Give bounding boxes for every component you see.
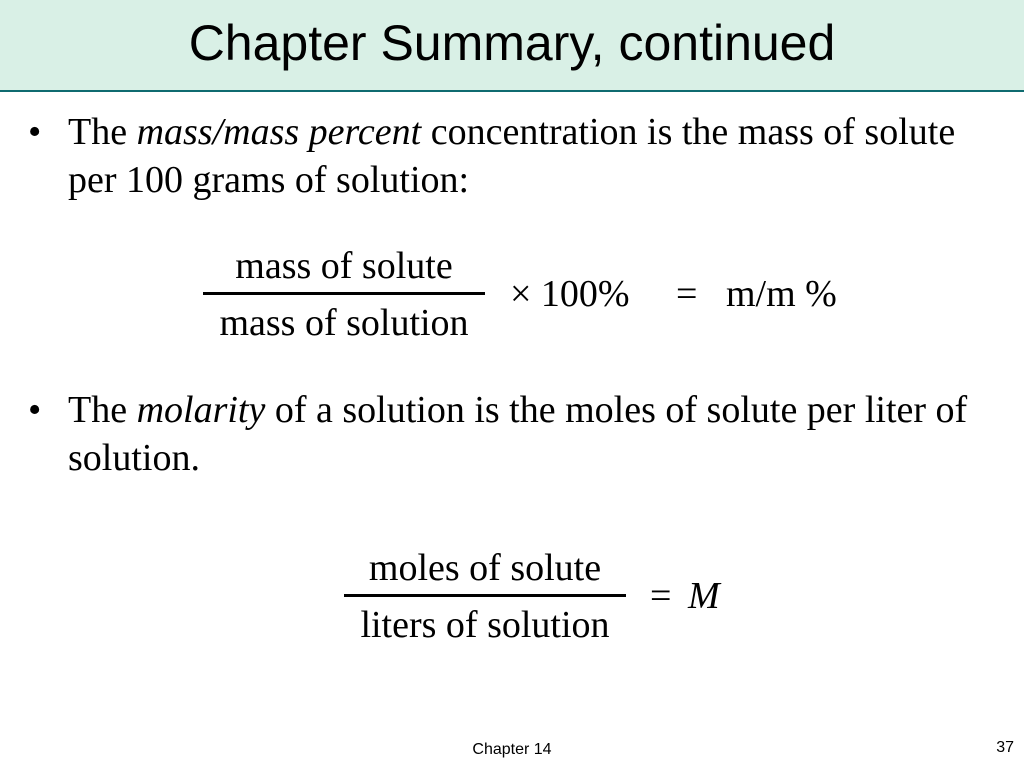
equals-sign: =: [650, 575, 672, 617]
fraction-numerator: moles of solute: [368, 547, 602, 589]
fraction-denominator: liters of solution: [360, 604, 610, 646]
term-mass-mass-percent: mass/mass percent: [136, 111, 422, 153]
bullet-text-rest: concentration is the mass of solute per 100 grams of solution:: [68, 111, 956, 201]
bullet-text: [68, 108, 988, 204]
bullet-text-start: The: [68, 389, 137, 431]
fraction-bar: [203, 292, 485, 295]
bullet-text-start: The: [68, 111, 137, 153]
slide-title: Chapter Summary, continued: [188, 15, 836, 71]
bullet-marker: •: [28, 389, 42, 431]
bullet-text: [68, 386, 988, 482]
equals-sign: =: [676, 273, 698, 315]
page-number: 37: [996, 739, 1014, 756]
bullet-mass-percent: [28, 108, 988, 204]
term-molarity: molarity: [136, 389, 266, 431]
bullet-marker: •: [28, 111, 42, 153]
formula-result: m/m %: [726, 273, 837, 315]
fraction-denominator: mass of solution: [219, 302, 469, 344]
fraction-numerator: mass of solute: [235, 245, 453, 287]
times-100-percent: × 100%: [510, 273, 630, 315]
molarity-symbol: M: [688, 575, 720, 617]
bullet-text-rest: of a solution is the moles of solute per liter of solution.: [68, 389, 968, 479]
mass-percent-fraction: [192, 244, 496, 345]
footer-chapter: Chapter 14: [472, 741, 552, 758]
title-bar: [0, 0, 1024, 92]
fraction-bar: [344, 594, 626, 597]
molarity-fraction: [330, 546, 640, 647]
bullet-molarity: [28, 386, 988, 482]
